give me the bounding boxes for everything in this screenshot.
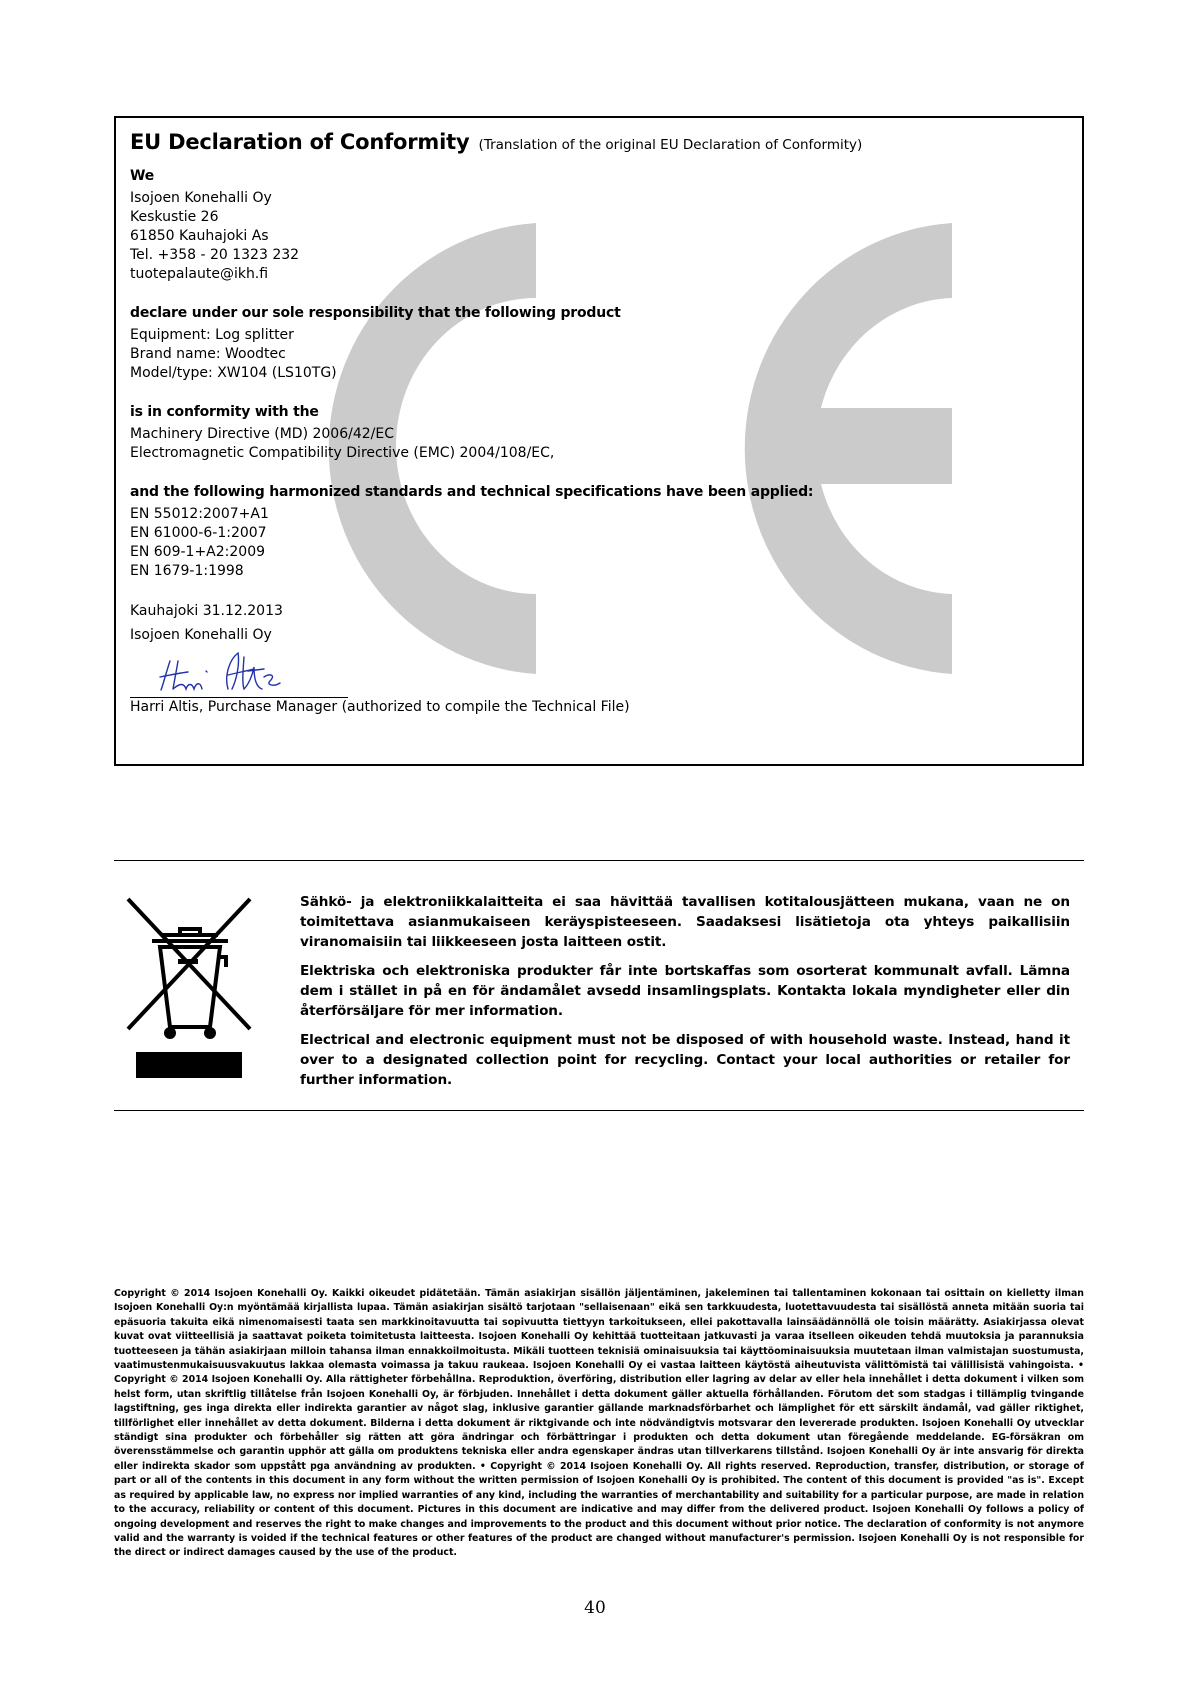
copyright-notice: Copyright © 2014 Isojoen Konehalli Oy. Kaikki oikeudet pidätetään. Tämän asiakirjan sisällön jäljentäminen, jakeleminen tai tallentaminen kokonaan tai osittain on kielletty ilman Isojoen Konehalli Oy:n myöntämää kirjallista lupaa. Tämän asiakirjan sisältö tarjotaan "sellaisenaan" eikä sen tarkkuudesta, luotettavuudesta tai sisällöstä anneta mitään suoria tai epäsuoria takuita eikä nimenomaisesti taata sen markkinoitavuutta tai sopivuutta tiettyyn tarkoitukseen, ellei pakottavalla lainsäädännöllä ole toisin määrätty. Asiakirjassa olevat kuvat ovat viitteellisiä ja saattavat poiketa toimitetusta laitteesta. Isojoen Konehalli Oy kehittää tuotteitaan jatkuvasti ja varaa itselleen oikeuden tehdä muutoksia ja parannuksia tuotteeseen ja tähän asiakirjaan milloin tahansa ilman ennakkoilmoitusta. Mikäli tuotteen teknisiä ominaisuuksia tai käyttöominaisuuksia muutetaan ilman valmistajan suostumusta, vaatimustenmukaisuusvakuutus lakkaa olemasta voimassa ja takuu raukeaa. Isojoen Konehalli Oy ei vastaa laitteen käytöstä aiheutuvista välittömistä tai välillisistä vahingoista. • Copyright © 2014 Isojoen Konehalli Oy. Alla rättigheter förbehållna. Reproduktion, överföring, distribution eller lagring av delar av eller hela innehållet i detta dokument i vilken som helst form, utan skriftlig tillåtelse från Isojoen Konehalli Oy, är förbjuden. Innehållet i detta dokument gäller aktuella förhållanden. Förutom det som stadgas i tillämplig tvingande lagstiftning, ges inga direkta eller indirekta garantier av något slag, inklusive garantier gällande marknadsförbarhet och lämplighet för ett särskilt ändamål, vad gäller riktighet, tillförlighet eller innehållet av detta dokument. Bilderna i detta dokument är riktgivande och inte nödvändigtvis motsvarar den levererade produkten. Isojoen Konehalli Oy utvecklar ständigt sina produkter och förbehåller sig rätten att göra ändringar och förbättringar i produkten och detta dokument utan föregående meddelande. EG-försäkran om överensstämmelse och garantin upphör att gälla om produktens tekniska eller andra egenskaper ändras utan tillverkarens tillstånd. Isojoen Konehalli Oy är inte ansvarig för direkta eller indirekta skador som uppstått pga användning av produkten. • Copyright © 2014 Isojoen Konehalli Oy. All rights reserved. Reproduction, transfer, distribution, or storage of part or all of the contents in this document in any form without the written permission of Isojoen Konehalli Oy is prohibited. The content of this document is provided "as is". Except as required by applicable law, no express nor implied warranties of any kind, including the warranties of merchantability and suitability for a particular purpose, are made in relation to the accuracy, reliability or content of this document. Pictures in this document are indicative and may differ from the delivered product. Isojoen Konehalli Oy follows a policy of ongoing development and reserves the right to make changes and improvements to the product and this document without prior notice. The declaration of conformity is not anymore valid and the warranty is voided if the technical features or other features of the product are changed without manufacturer's permission. Isojoen Konehalli Oy is not responsible for the direct or indirect damages caused by the use of the product. (114, 1288, 1084, 1559)
weee-notice (300, 892, 1070, 1099)
weee-notice-swedish: Elektriska och elektroniska produkter får inte bortskaffas som osorterat kommunalt avfall. Lämna dem i stället in på en för ändamålet avsedd insamlingsplats. Kontakta lokala myndigheter eller din återförsäljare för mer information. (300, 963, 1070, 1019)
declare-heading: declare under our sole responsibility that the following product (130, 305, 621, 321)
directive-item: Electromagnetic Compatibility Directive (EMC) 2004/108/EC, (130, 445, 555, 461)
company-street: Keskustie 26 (130, 209, 219, 225)
company-email: tuotepalaute@ikh.fi (130, 266, 269, 282)
we-heading: We (130, 168, 155, 184)
weee-bottom-rule (114, 1110, 1084, 1111)
declaration-title: EU Declaration of Conformity (130, 130, 470, 154)
directive-item: Machinery Directive (MD) 2006/42/EC (130, 426, 394, 442)
standard-item: EN 61000-6-1:2007 (130, 525, 267, 541)
company-name: Isojoen Konehalli Oy (130, 190, 272, 206)
signatory: Harri Altis, Purchase Manager (authorized to compile the Technical File) (130, 699, 630, 715)
product-model: Model/type: XW104 (LS10TG) (130, 365, 337, 381)
declaration-title-line (130, 130, 1068, 154)
signer-company: Isojoen Konehalli Oy (130, 627, 272, 643)
declaration-content (130, 130, 1068, 717)
standard-item: EN 609-1+A2:2009 (130, 544, 266, 560)
place-date: Kauhajoki 31.12.2013 (130, 603, 283, 619)
weee-notice-finnish: Sähkö- ja elektroniikkalaitteita ei saa hävittää tavallisen kotitalousjätteen mukana, vaan ne on toimitettava asianmukaiseen keräyspisteeseen. Saadaksesi lisätietoja ota yhteys paikallisiin viranomaisiin tai liikkeeseen josta laitteen ostit. (300, 894, 1070, 950)
page-number: 40 (584, 1598, 606, 1618)
weee-top-rule (114, 860, 1084, 861)
crossed-out-wheelie-bin-icon (122, 895, 256, 1080)
company-phone: Tel. +358 - 20 1323 232 (130, 247, 300, 263)
product-brand: Brand name: Woodtec (130, 346, 286, 362)
declaration-box (114, 116, 1084, 766)
conformity-heading: is in conformity with the (130, 404, 319, 420)
product-equipment: Equipment: Log splitter (130, 327, 294, 343)
weee-notice-english: Electrical and electronic equipment must not be disposed of with household waste. Instead, hand it over to a designated collection point for recycling. Contact your local authorities or retailer for further information. (300, 1032, 1070, 1088)
standard-item: EN 1679-1:1998 (130, 563, 244, 579)
standards-heading: and the following harmonized standards and technical specifications have been applied: (130, 484, 814, 500)
standard-item: EN 55012:2007+A1 (130, 506, 269, 522)
signature-icon (130, 645, 348, 695)
company-postal: 61850 Kauhajoki As (130, 228, 269, 244)
declaration-title-note: (Translation of the original EU Declaration of Conformity) (478, 137, 863, 153)
